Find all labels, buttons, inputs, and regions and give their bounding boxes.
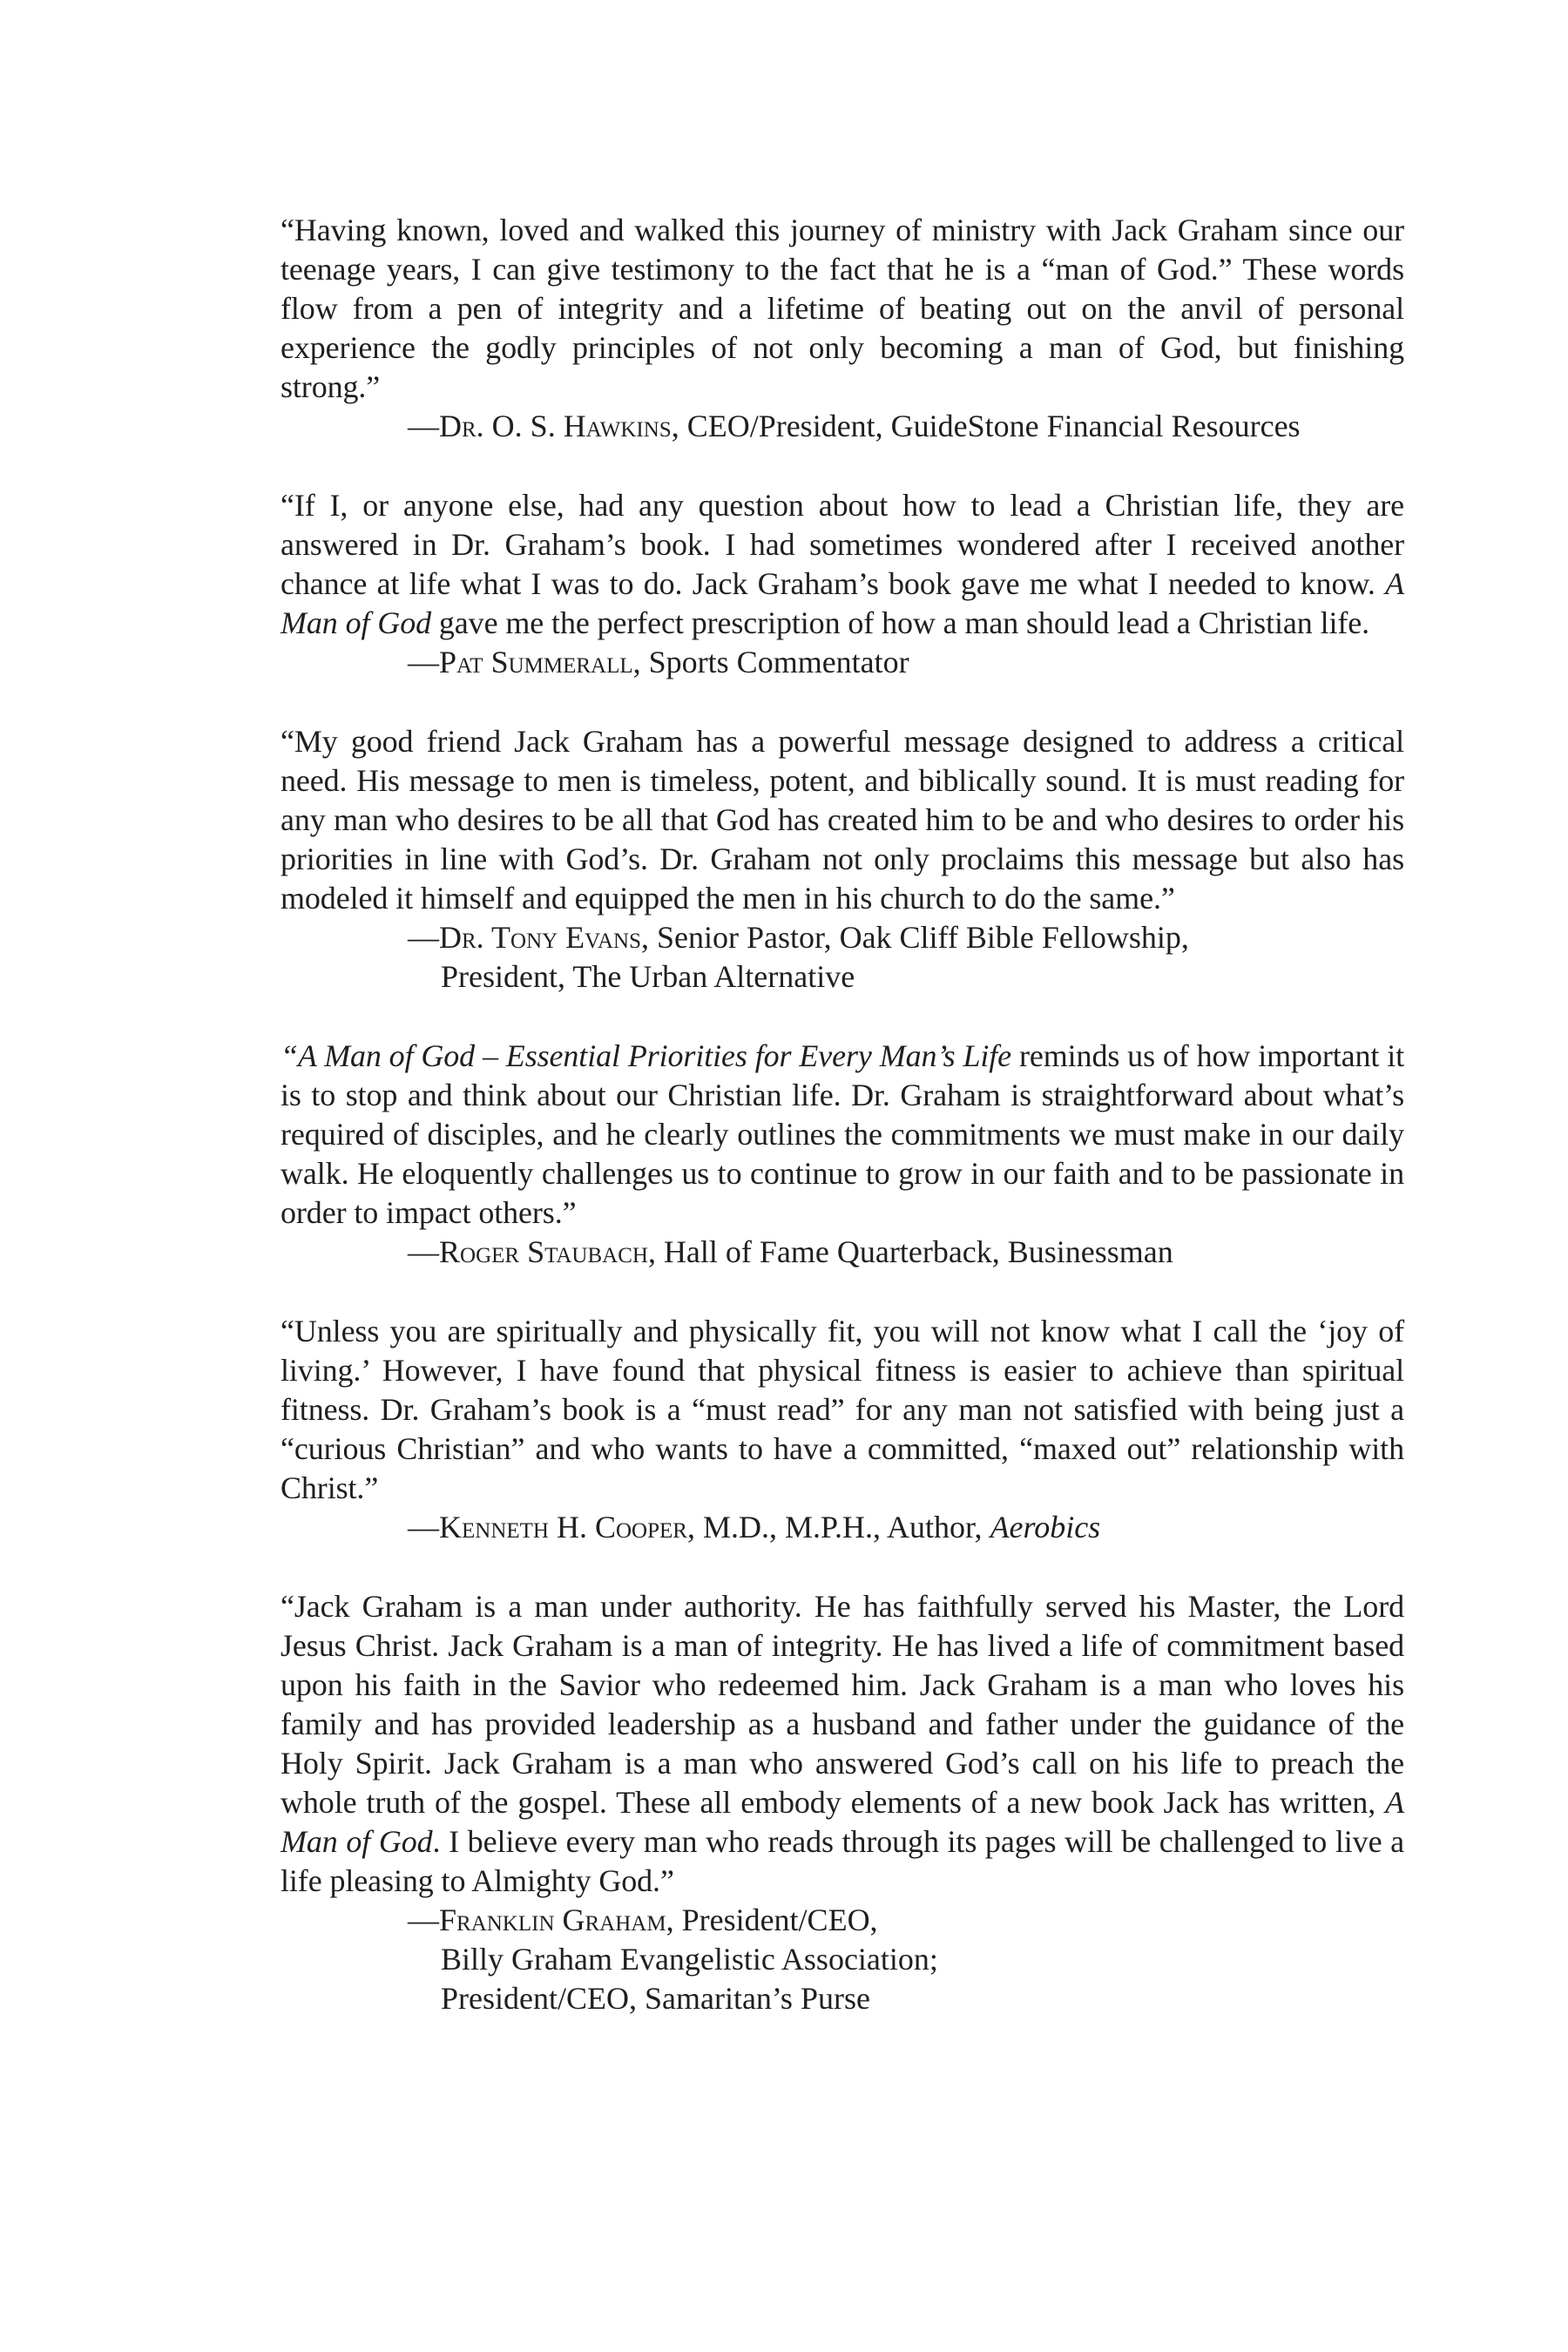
attribution-title-line2: President, The Urban Alternative xyxy=(441,959,855,994)
attribution-title: , Sports Commentator xyxy=(632,645,909,679)
book-title: A Man of God xyxy=(280,566,1404,640)
endorsement-attribution xyxy=(280,1508,1404,1547)
quote-text: reminds us of how important it is to stop and think about our Christian life. Dr. Graham is straightforward about what’s required of disciples, and he clearly outlines the commitments we must make in our daily walk. He eloquently challenges us to continue to grow in our faith and to be passionate in order to impact others.” xyxy=(280,1038,1405,1230)
attribution-title: , Hall of Fame Quarterback, Businessman xyxy=(647,1234,1173,1269)
endorsement-quote xyxy=(280,1037,1404,1233)
endorsement-attribution xyxy=(280,1901,1404,2018)
attribution-title: , Senior Pastor, Oak Cliff Bible Fellowship, xyxy=(641,920,1189,955)
endorsement-cooper xyxy=(280,1312,1404,1547)
attribution-title: , CEO/President, GuideStone Financial Resources xyxy=(671,409,1301,443)
book-title: “A Man of God – Essential Priorities for Every Man’s Life xyxy=(280,1038,1012,1073)
endorsement-summerall xyxy=(280,486,1404,682)
attribution-dash: — xyxy=(408,645,439,679)
attribution-name: Roger Staubach xyxy=(439,1234,648,1269)
endorsement-quote: “My good friend Jack Graham has a powerful message designed to address a critical need. His message to men is timeless, potent, and biblically sound. It is must reading for any man who desires to be all that God has created him to be and who desires to order his priorities in line with God’s. Dr. Graham not only proclaims this message but also has modeled it himself and equipped the men in his church to do the same.” xyxy=(280,724,1404,916)
endorsement-attribution xyxy=(280,918,1404,997)
attribution-dash: — xyxy=(408,1903,439,1937)
attribution-title-line3: President/CEO, Samaritan’s Purse xyxy=(441,1981,870,2016)
endorsement-attribution xyxy=(280,407,1404,446)
attribution-dash: — xyxy=(408,1234,439,1269)
endorsement-attribution xyxy=(280,643,1404,682)
attribution-dash: — xyxy=(408,409,439,443)
book-title: A Man of God xyxy=(280,1785,1404,1859)
endorsement-quote: “Having known, loved and walked this journey of ministry with Jack Graham since our teenage years, I can give testimony to the fact that he is a “man of God.” These words flow from a pen of integrity and a lifetime of beating out on the anvil of personal experience the godly principles of not only becoming a man of God, but finishing strong.” xyxy=(280,213,1404,404)
attribution-dash: — xyxy=(408,1510,439,1544)
endorsement-quote xyxy=(280,486,1404,643)
endorsement-quote xyxy=(280,1587,1404,1901)
quote-text: “Jack Graham is a man under authority. He has faithfully served his Master, the Lord Jesus Christ. Jack Graham is a man of integrity. He has lived a life of commitment based upon his faith in the Savior who redeemed him. Jack Graham is a man who loves his family and has provided leadership as a husband and father under the guidance of the Holy Spirit. Jack Graham is a man who answered God’s call on his life to preach the whole truth of the gospel. These all embody elements of a new book Jack has written, xyxy=(280,1589,1404,1820)
attribution-name: Pat Summerall xyxy=(439,645,633,679)
attribution-title-line2: Billy Graham Evangelistic Association; xyxy=(441,1942,938,1977)
endorsement-evans xyxy=(280,722,1404,997)
attribution-name: Kenneth H. Cooper xyxy=(439,1510,687,1544)
endorsement-quote: “Unless you are spiritually and physically fit, you will not know what I call the ‘joy of living.’ However, I have found that physical fitness is easier to achieve than spiritual fitness. Dr. Graham’s book is a “must read” for any man not satisfied with being just a “curious Christian” and who wants to have a committed, “maxed out” relationship with Christ.” xyxy=(280,1314,1404,1505)
quote-text: . I believe every man who reads through its pages will be challenged to live a life pleasing to Almighty God.” xyxy=(280,1824,1404,1898)
attribution-title: , President/CEO, xyxy=(666,1903,878,1937)
quote-text: gave me the perfect prescription of how a man should lead a Christian life. xyxy=(431,605,1370,640)
endorsement-hawkins xyxy=(280,211,1404,446)
book-title: Aerobics xyxy=(990,1510,1101,1544)
attribution-name: Dr. O. S. Hawkins xyxy=(439,409,672,443)
attribution-name: Dr. Tony Evans xyxy=(439,920,642,955)
attribution-dash: — xyxy=(408,920,439,955)
endorsements-page xyxy=(280,211,1404,2058)
endorsement-attribution xyxy=(280,1233,1404,1272)
attribution-title: , M.D., M.P.H., Author, xyxy=(686,1510,990,1544)
endorsement-franklin-graham xyxy=(280,1587,1404,2018)
quote-text: “If I, or anyone else, had any question about how to lead a Christian life, they are answered in Dr. Graham’s book. I had sometimes wondered after I received another chance at life what I was to do. Jack Graham’s book gave me what I needed to know. xyxy=(280,488,1404,601)
endorsement-staubach xyxy=(280,1037,1404,1272)
attribution-name: Franklin Graham xyxy=(439,1903,666,1937)
